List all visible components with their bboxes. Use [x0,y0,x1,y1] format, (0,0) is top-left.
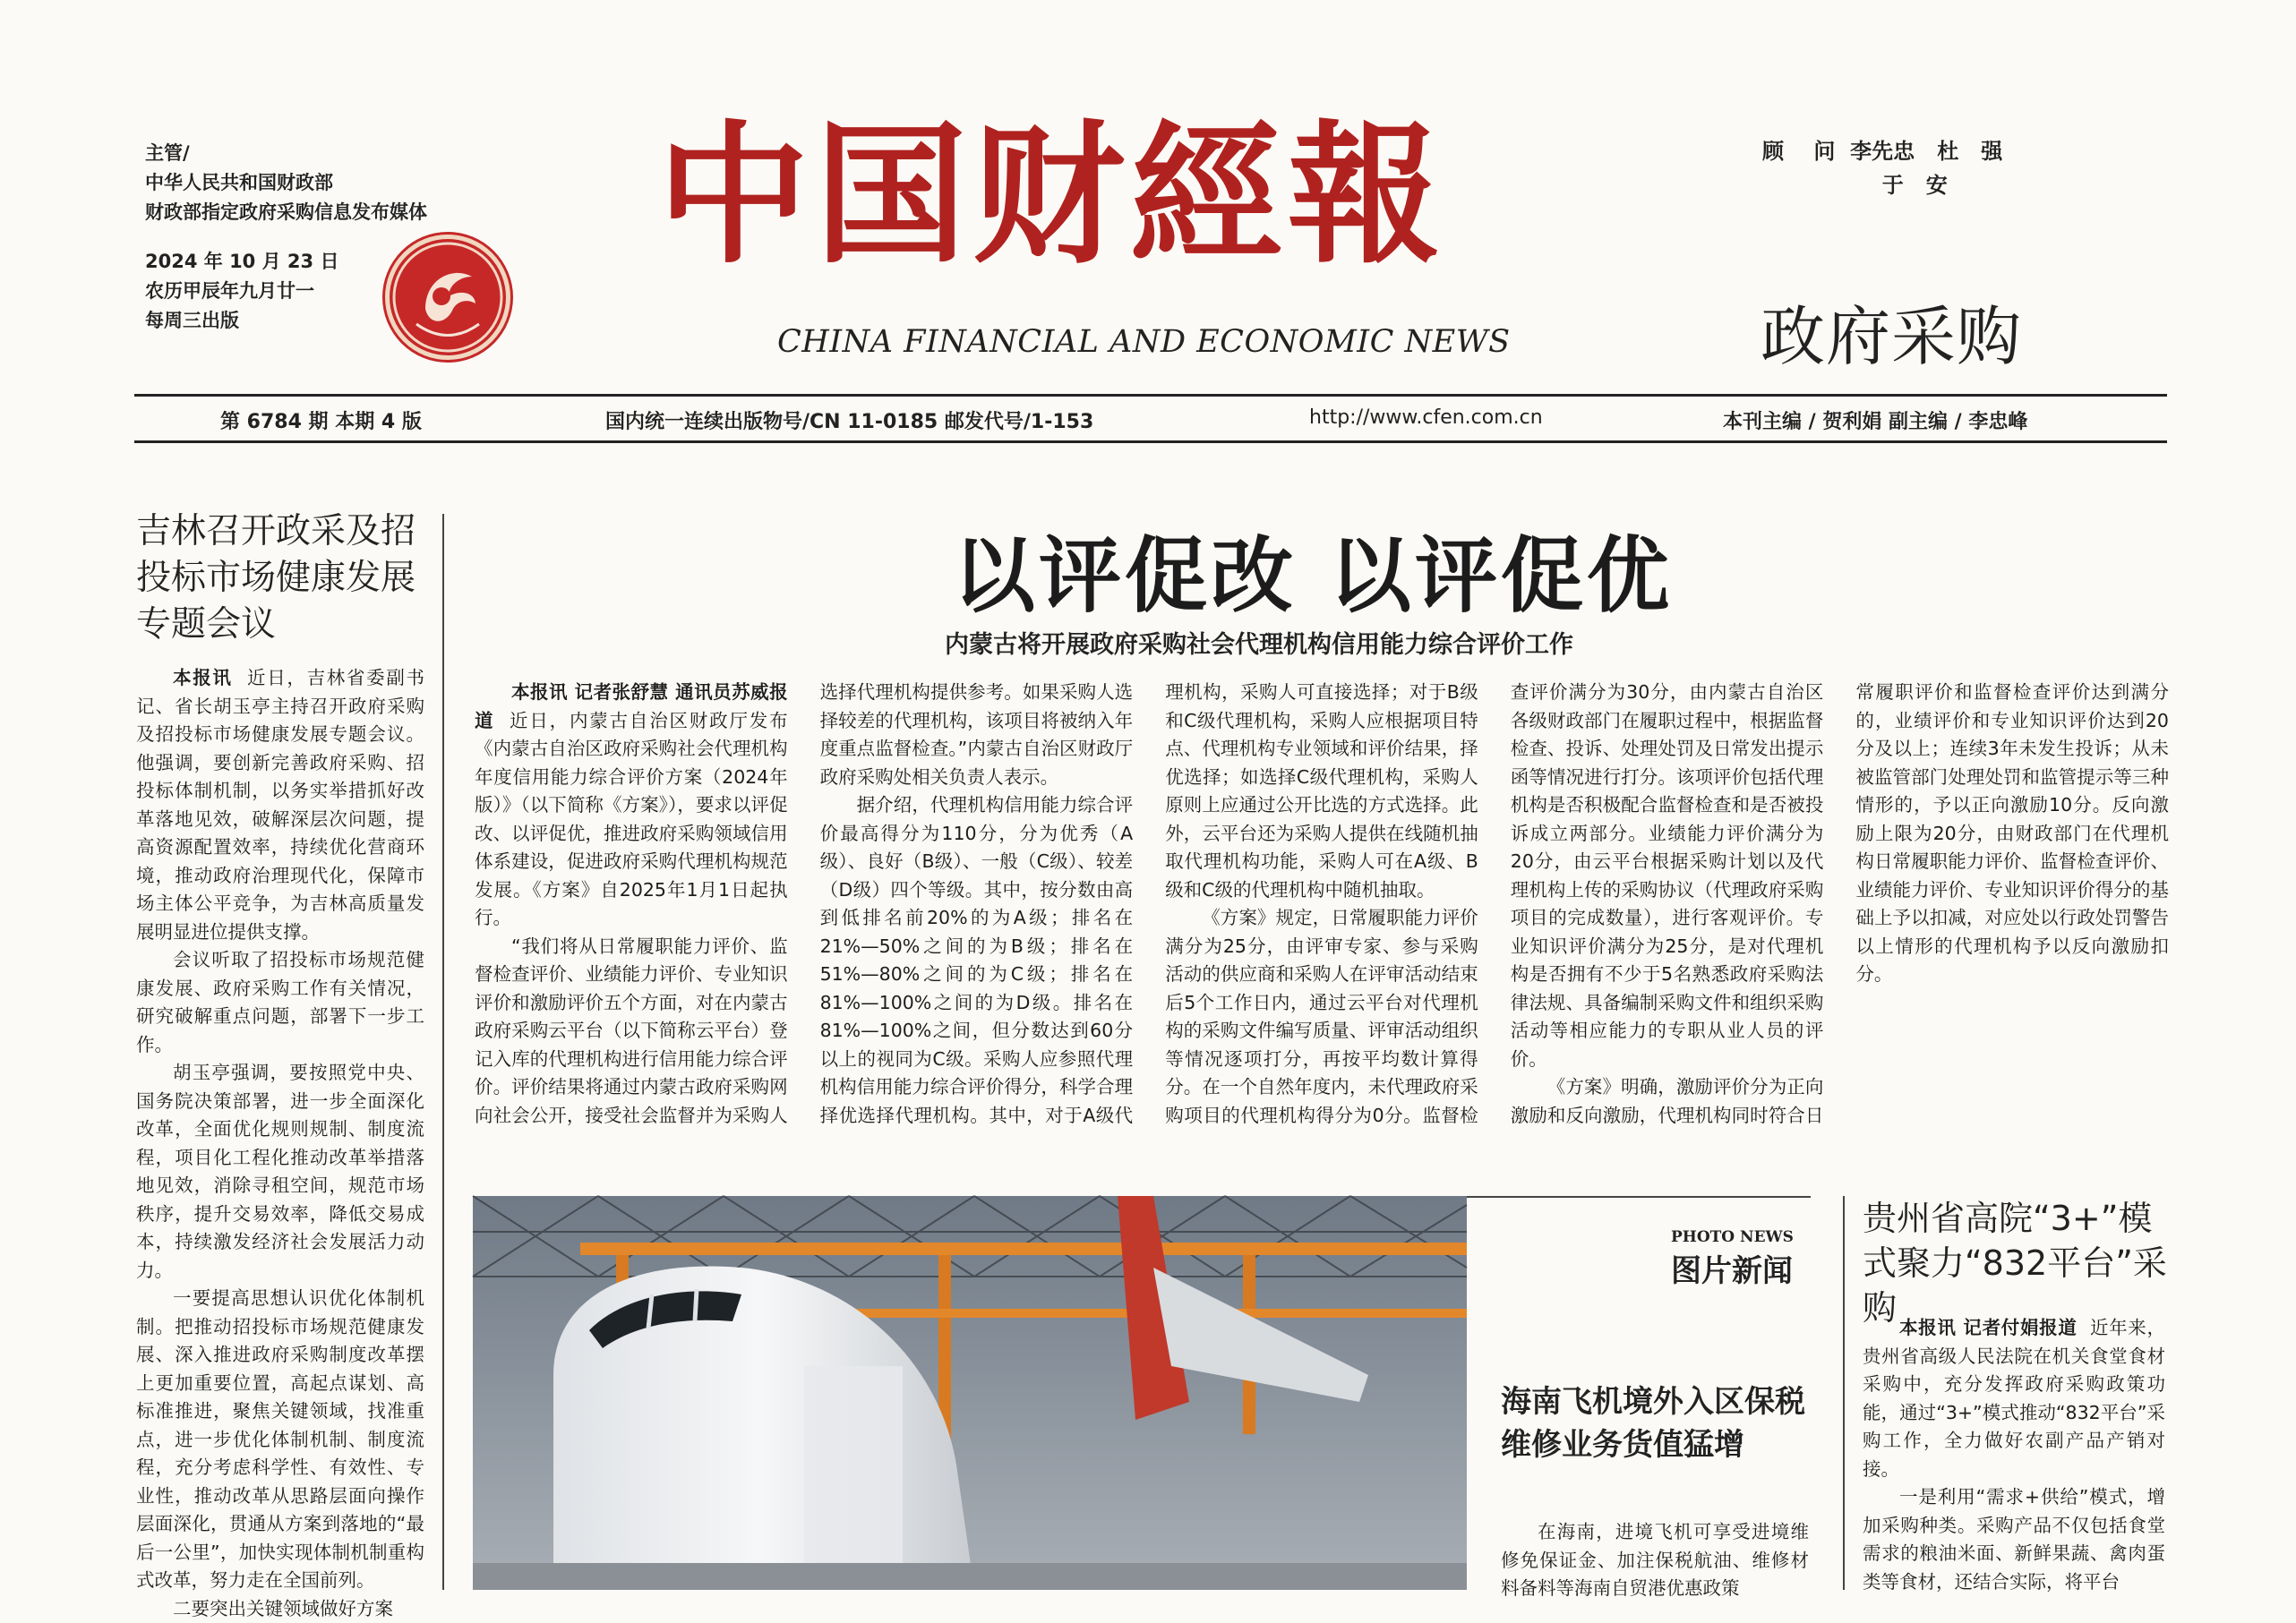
main-story-body [475,679,2169,1144]
publisher-line-1: 主管/ [145,139,521,168]
section-name: 政府采购 [1761,285,2022,378]
newspaper-title-chinese: 中国财經報 [657,115,1445,276]
publisher-line-3: 财政部指定政府采购信息发布媒体 [145,198,521,227]
main-story-subheadline: 内蒙古将开展政府采购社会代理机构信用能力综合评价工作 [945,625,1573,660]
photo-news-rule [1467,1196,1811,1198]
main-story-paragraph: 《方案》规定，日常履职能力评价满分为25分，由评审专家、参与采购活动的供应商和采购人在评审活动结束后5个工作日内，通过云平台对代理机构的采购文件编写质量、评审活动组织等情况逐项打分，再按平均数计算得分。在一个自然年度内，未代理政府采购项目的代理机构得分为0分。监督检查评价满分为30分，由内蒙古自治区各级财政部门在履职过程中，根据监督检查、投诉、处理处罚及日常发出提示函等情况进行打分。该项评价包括代理机构是否积极配合监督检查和是否被投诉成立两部分。业绩能力评价满分为20分，由云平台根据采购计划以及代理机构上传的采购协议（代理政府采购项目的完成数量），进行客观评价。专业知识评价满分为25分，是对代理机构是否拥有不少于5名熟悉政府采购法律法规、具备编制采购文件和组织采购活动等相应能力的专职从业人员的评价。 [1165,679,1823,1144]
left-story-body [136,664,424,1590]
issue-number: 第 6784 期 本期 4 版 [220,406,422,434]
main-story-headline: 以评促改 以评促优 [953,510,1673,628]
right-story-body [1863,1314,2165,1590]
newspaper-seal-logo [385,235,510,360]
photo-news-body [1501,1518,1809,1590]
issue-date: 2024 年 10 月 23 日 [145,247,521,277]
masthead-rule-top [134,394,2167,397]
left-story-para-1: 近日，吉林省委副书记、省长胡玉亭主持召开政府采购及招投标市场健康发展专题会议。他强调，要创新完善政府采购、招投标体制机制，以务实举措抓好改革落地见效，破解深层次问题，提高资源配置效率，持续优化营商环境，推动政府治理现代化，保障市场主体公平竞争，为吉林高质量发展明显进位提供支撑。 [136,667,424,943]
left-column-divider [442,514,444,1590]
main-story-paragraph: “我们将从日常履职能力评价、监督检查评价、业绩能力评价、专业知识评价和激励评价五个方面，对在内蒙古政府采购云平台（以下简称云平台）登记入库的代理机构进行信用能力综合评价。评价结果将通过内蒙古政府采购网向社会公开，接受社会监督并为采购人选择代理机构提供参考。如果采购人选择较差的代理机构，该项目将被纳入年度重点监督检查。”内蒙古自治区财政厅政府采购处相关负责人表示。 [475,679,1133,1144]
website-url[interactable]: http://www.cfen.com.cn [1309,406,1543,429]
left-story-lead: 本报讯 [173,667,233,688]
left-story-para-5: 二要突出关键领域做好方案 [136,1595,424,1623]
left-story-para-4: 一要提高思想认识优化体制机制。把推动招投标市场规范健康发展、深入推进政府采购制度改革摆上更加重要位置，高起点谋划、高标准推进，聚焦关键领域，找准重点，进一步优化体制机制、制度流程，充分考虑科学性、有效性、专业性，推动改革从思路层面向操作层面深化，贯通从方案到落地的“最后一公里”，加快实现体制机制重构式改革，努力走在全国前列。 [136,1285,424,1595]
main-story-byline: 本报讯 记者张舒慧 通讯员苏威报道 [475,681,788,731]
right-story-headline: 贵州省高院“3+”模式聚力“832平台”采购 [1863,1196,2185,1330]
main-story-paragraph: 据介绍，代理机构信用能力综合评价最高得分为110分，分为优秀（A级）、良好（B级）、一般（C级）、较差（D级）四个等级。其中，按分数由高到低排名前20%的为A级；排名在21%—50%之间的为B级；排名在51%—80%之间的为C级；排名在81%—100%之间的为D级。排名在81%—100%之间，但分数达到60分以上的视同为C级。采购人应参照代理机构信用能力综合评价得分，科学合理择优选择代理机构。其中，对于A级代理机构，采购人可直接选择；对于B级和C级代理机构，采购人应根据项目特点、代理机构专业领域和评价结果，择优选择；如选择C级代理机构，采购人原则上应通过公开比选的方式选择。此外，云平台还为采购人提供在线随机抽取代理机构功能，采购人可在A级、B级和C级的代理机构中随机抽取。 [820,679,1478,1144]
editors-line: 本刊主编 / 贺利娟 副主编 / 李忠峰 [1723,406,2027,434]
right-column-divider [1843,1196,1845,1590]
left-story-para-2: 会议听取了招投标市场规范健康发展、政府采购工作有关情况，研究破解重点问题，部署下一步工作。 [136,946,424,1059]
right-story-lead: 本报讯 记者付娟报道 [1899,1317,2078,1338]
photo-news-text: 在海南，进境飞机可享受进境维修免保证金、加注保税航油、维修材料备料等海南自贸港优惠政策 [1501,1518,1809,1603]
photo-news-headline: 海南飞机境外入区保税维修业务货值猛增 [1501,1380,1805,1466]
main-story-paragraph: 《方案》明确，激励评价分为正向激励和反向激励，代理机构同时符合日常履职评价和监督检查评价达到满分的，业绩评价和专业知识评价达到20分及以上；连续3年未发生投诉；从未被监管部门处理处罚和监管提示等三种情形的，予以正向激励10分。反向激励上限为20分，由财政部门在代理机构日常履职能力评价、监督检查评价、业绩能力评价、专业知识评价得分的基础上予以扣减，对应处以行政处罚警告以上情形的代理机构予以反向激励扣分。 [1511,679,2169,1144]
photo-news-label-english: PHOTO NEWS [1671,1228,1794,1246]
photo-airplane-hangar [473,1196,1467,1590]
left-story-para-3: 胡玉亭强调，要按照党中央、国务院决策部署，进一步全面深化改革，全面优化规则规制、制度流程，项目化工程化推动改革举措落地见效，消除寻租空间，规范市场秩序，提升交易效率，降低交易成本，持续激发经济社会发展活力动力。 [136,1059,424,1285]
photo-news-label-chinese: 图片新闻 [1671,1246,1793,1290]
left-story-headline: 吉林召开政采及招投标市场健康发展专题会议 [136,508,432,648]
newspaper-title-english: CHINA FINANCIAL AND ECONOMIC NEWS [777,324,1511,360]
masthead-rule-bottom [134,440,2167,443]
publication-frequency: 每周三出版 [145,306,521,336]
right-story-para-2: 一是利用“需求+供给”模式，增加采购种类。采购产品不仅包括食堂需求的粮油米面、新鲜果蔬、禽肉蛋类等食材，还结合实际，将平台 [1863,1483,2165,1596]
serial-number: 国内统一连续出版物号/CN 11-0185 邮发代号/1-153 [605,406,1093,434]
right-story-para-1: 近年来，贵州省高级人民法院在机关食堂食材采购中，充分发挥政府采购政策功能，通过“3+”模式推动“832平台”采购工作，全力做好农副产品产销对接。 [1863,1317,2165,1480]
publisher-line-2: 中华人民共和国财政部 [145,168,521,198]
advisors-list: 顾 问 李先忠 杜 强 于 安 [1762,134,2002,202]
lunar-date: 农历甲辰年九月廿一 [145,277,521,306]
main-story-text: 近日，内蒙古自治区财政厅发布《内蒙古自治区政府采购社会代理机构年度信用能力综合评价方案（2024年版）》（以下简称《方案》），要求以评促改、以评促优，推进政府采购领域信用体系建设，促进政府采购代理机构规范发展。《方案》自2025年1月1日起执行。 [475,710,788,929]
